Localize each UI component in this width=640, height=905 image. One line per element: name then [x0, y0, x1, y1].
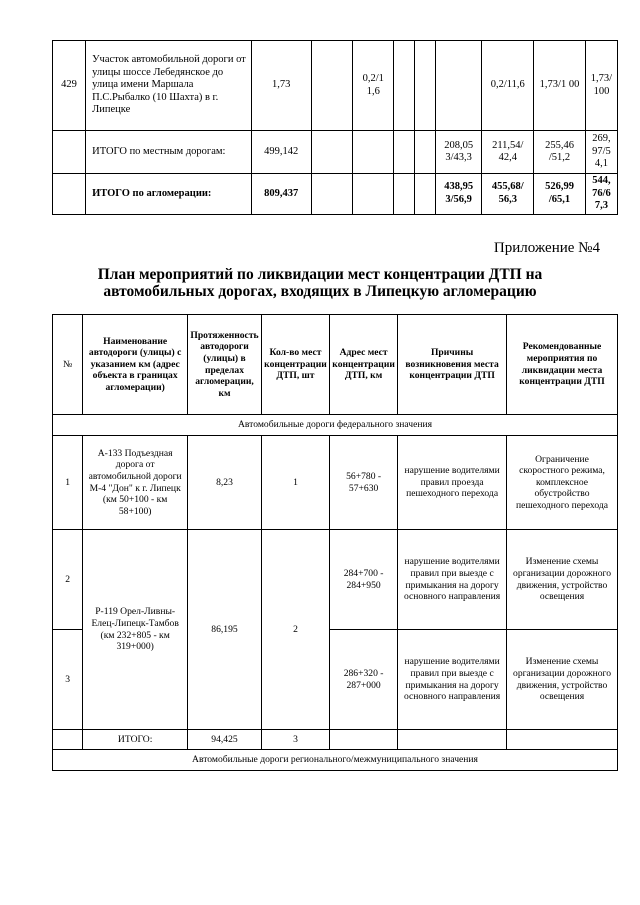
plan-table — [52, 314, 618, 771]
cell — [398, 730, 507, 750]
spot-count: 1 — [261, 436, 329, 530]
header-address: Адрес мест концентрации ДТП, км — [330, 315, 398, 415]
header-measures: Рекомендованные мероприятия по ликвидации места концентрации ДТП — [507, 315, 618, 415]
cell: 438,95 3/56,9 — [435, 174, 482, 215]
row-number: 2 — [53, 530, 83, 630]
header-causes: Причины возникновения места концентрации ДТП — [398, 315, 507, 415]
header-count: Кол-во мест концентрации ДТП, шт — [261, 315, 329, 415]
cell — [415, 41, 436, 131]
table-row — [53, 174, 618, 215]
spot-measure: Изменение схемы организации дорожного движения, устройство освещения — [507, 630, 618, 730]
section-federal: Автомобильные дороги федерального значения — [53, 415, 618, 436]
row-number: 429 — [53, 41, 86, 131]
cell — [415, 131, 436, 174]
local-total-length: 499,142 — [251, 131, 311, 174]
cell: 269, 97/5 4,1 — [585, 131, 617, 174]
cell: 211,54/ 42,4 — [482, 131, 534, 174]
cell — [311, 174, 352, 215]
cell — [311, 131, 352, 174]
cell — [394, 131, 415, 174]
section-regional: Автомобильные дороги регионального/межмуниципального значения — [53, 750, 618, 771]
table-row — [53, 131, 618, 174]
title-line: автомобильных дорогах, входящих в Липецкую агломерацию — [103, 283, 537, 300]
spot-count: 2 — [261, 530, 329, 730]
cell — [394, 174, 415, 215]
road-name: Р-119 Орел-Ливны-Елец-Липецк-Тамбов (км 232+805 - км 319+000) — [83, 530, 188, 730]
cell — [507, 730, 618, 750]
cell: 0,2/1 1,6 — [353, 41, 394, 131]
cell — [435, 41, 482, 131]
cell: 1,73/1 00 — [534, 41, 586, 131]
header-row — [53, 315, 618, 415]
spot-address: 286+320 - 287+000 — [330, 630, 398, 730]
cell: 544, 76/6 7,3 — [585, 174, 617, 215]
total-length: 94,425 — [188, 730, 262, 750]
road-length: 8,23 — [188, 436, 262, 530]
spot-address: 56+780 - 57+630 — [330, 436, 398, 530]
cell — [53, 174, 86, 215]
appendix-label: Приложение №4 — [493, 240, 600, 256]
cell: 0,2/11,6 — [482, 41, 534, 131]
header-name: Наименование автодороги (улицы) с указанием км (адрес объекта в границах агломерации) — [83, 315, 188, 415]
header-num: № — [53, 315, 83, 415]
total-label: ИТОГО: — [83, 730, 188, 750]
cell: 455,68/ 56,3 — [482, 174, 534, 215]
spot-measure: Изменение схемы организации дорожного движения, устройство освещения — [507, 530, 618, 630]
cell — [415, 174, 436, 215]
road-name: А-133 Подъездная дорога от автомобильной дороги М-4 "Дон" к г. Липецк (км 50+100 - км 58+100) — [83, 436, 188, 530]
table-row — [53, 530, 618, 630]
cell — [353, 174, 394, 215]
road-length: 86,195 — [188, 530, 262, 730]
road-name: Участок автомобильной дороги от улицы шоссе Лебедянское до улица имени Маршала П.С.Рыбалко (10 Шахта) в г. Липецке — [86, 41, 252, 131]
section-row — [53, 750, 618, 771]
total-count: 3 — [261, 730, 329, 750]
total-row — [53, 730, 618, 750]
header-length: Протяженность автодороги (улицы) в пределах агломерации, км — [188, 315, 262, 415]
table-row — [53, 436, 618, 530]
cell — [53, 131, 86, 174]
cell: 526,99 /65,1 — [534, 174, 586, 215]
cell — [353, 131, 394, 174]
spot-cause: нарушение водителями правил при выезде с примыкания на дорогу основного направления — [398, 630, 507, 730]
spot-measure: Ограничение скоростного режима, комплексное обустройство пешеходного перехода — [507, 436, 618, 530]
cell: 1,73/ 100 — [585, 41, 617, 131]
road-length: 1,73 — [251, 41, 311, 131]
table-row — [53, 41, 618, 131]
continuation-table — [52, 40, 618, 215]
cell — [53, 730, 83, 750]
row-number: 1 — [53, 436, 83, 530]
agglo-total-length: 809,437 — [251, 174, 311, 215]
spot-cause: нарушение водителями правил при выезде с примыкания на дорогу основного направления — [398, 530, 507, 630]
cell — [330, 730, 398, 750]
cell: 255,46 /51,2 — [534, 131, 586, 174]
local-total-label: ИТОГО по местным дорогам: — [86, 131, 252, 174]
section-row — [53, 415, 618, 436]
page-title — [40, 266, 600, 300]
cell — [394, 41, 415, 131]
spot-address: 284+700 - 284+950 — [330, 530, 398, 630]
spot-cause: нарушение водителями правил проезда пешеходного перехода — [398, 436, 507, 530]
row-number: 3 — [53, 630, 83, 730]
cell — [311, 41, 352, 131]
agglo-total-label: ИТОГО по агломерации: — [86, 174, 252, 215]
cell: 208,05 3/43,3 — [435, 131, 482, 174]
title-line: План мероприятий по ликвидации мест концентрации ДТП на — [97, 266, 543, 283]
